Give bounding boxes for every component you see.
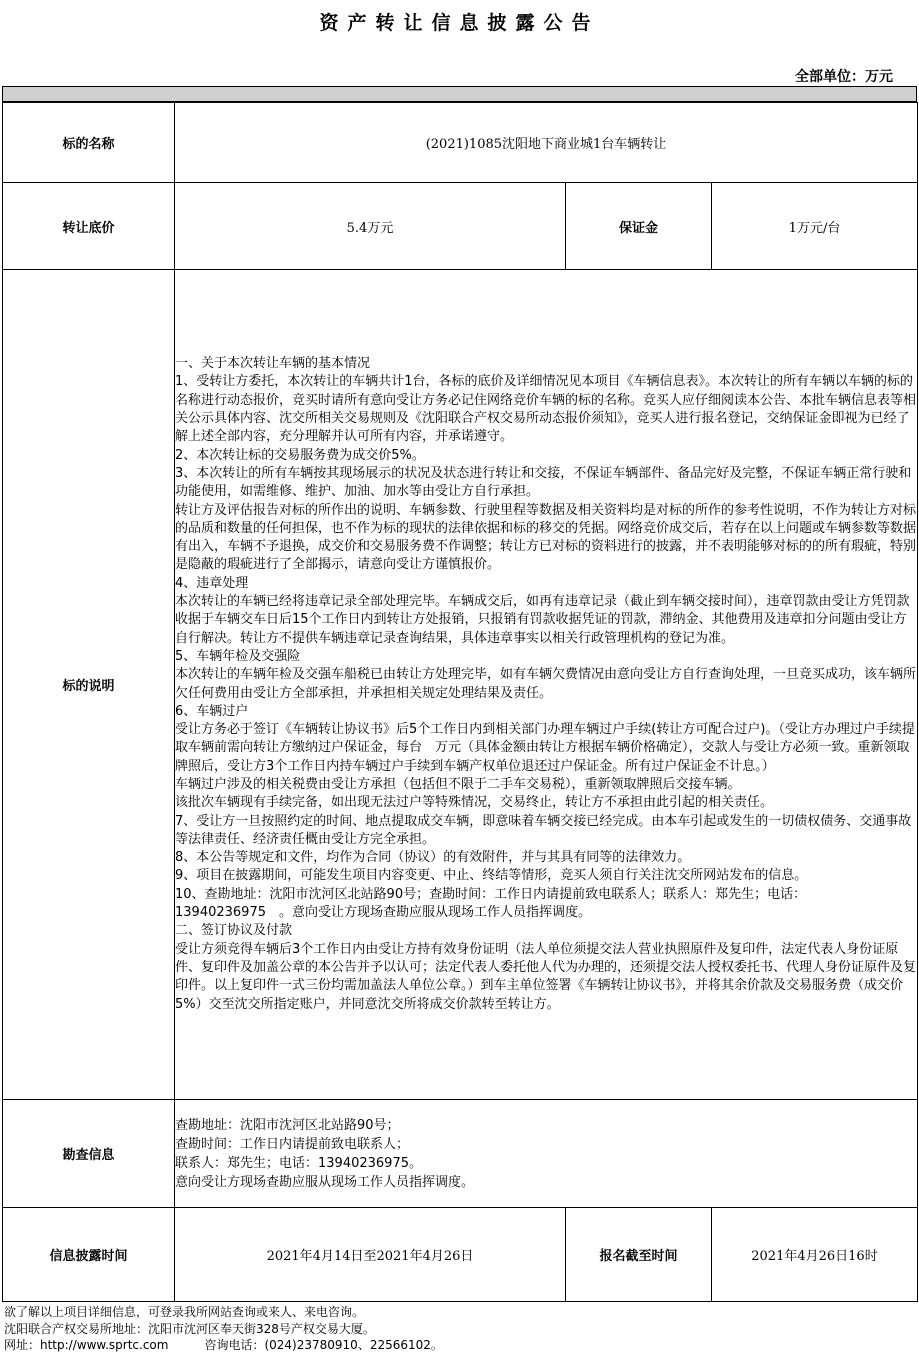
row-subject-name [3, 103, 918, 183]
desc-paragraph: 9、项目在披露期间，可能发生项目内容变更、中止、终结等情形，竞买人须自行关注沈交所网站发布的信息。 [175, 868, 808, 884]
website-link[interactable]: 网址：http://www.sprtc.com [4, 1338, 169, 1352]
inspection-label: 勘查信息 [3, 1100, 175, 1208]
desc-paragraph: 一、关于本次转让车辆的基本情况 [175, 356, 371, 372]
inspection-line: 意向受让方现场查勘应服从现场工作人员指挥调度。 [175, 1174, 475, 1190]
notice-title: 资产转让信息披露公告 [319, 12, 600, 34]
desc-paragraph: 本次转让的车辆年检及交强车船税已由转让方处理完毕，如有车辆欠费情况由意向受让方自行查询处理，一旦竞买成功，该车辆所欠任何费用由受让方全部承担，并承担相关规定处理结果及责任。 [175, 667, 917, 701]
desc-paragraph: 6、车辆过户 [175, 703, 249, 719]
consult-phone: 咨询电话：(024)23780910、22566102。 [204, 1338, 443, 1352]
inspection-content [175, 1100, 918, 1208]
desc-paragraph: 受让方须竞得车辆后3个工作日内由受让方持有效身份证明（法人单位须提交法人营业执照原件及复印件，法定代表人身份证原件、复印件及加盖公章的本公告并予以认可；法定代表人委托他人代为办理的，还须提交法人授权委托书、代理人身份证原件及复印件。以上复印件一式三份均需加盖法人单位公章。）到车主单位签署《车辆转让协议书》，并将其余价款及交易服务费（成交价5%）交至沈交所指定账户，并同意沈交所将成交价款转至转让方。 [175, 941, 917, 1012]
table-header-bar [2, 86, 917, 102]
footer-contact [4, 1337, 443, 1354]
desc-paragraph: 8、本公告等规定和文件，均作为合同（协议）的有效附件，并与其具有同等的法律效力。 [175, 850, 691, 866]
desc-paragraph: 车辆过户涉及的相关税费由受让方承担（包括但不限于二手车交易税），重新领取牌照后交接车辆。 [175, 776, 741, 792]
deposit-value: 1万元/台 [712, 183, 918, 270]
registration-deadline-value: 2021年4月26日16时 [712, 1208, 918, 1302]
subject-name-label: 标的名称 [3, 103, 175, 183]
reserve-price-value: 5.4万元 [175, 183, 566, 270]
desc-paragraph: 10、查勘地址：沈阳市沈河区北站路90号；查勘时间：工作日内请提前致电联系人；联系人：郑先生；电话： 13940236975 。意向受让方现场查勘应服从现场工作人员指挥调度。 [175, 886, 813, 921]
notice-table [2, 102, 918, 1302]
desc-paragraph: 5、车辆年检及交强险 [175, 648, 301, 664]
deposit-label: 保证金 [566, 183, 712, 270]
desc-paragraph: 7、受让方一旦按照约定的时间、地点提取成交车辆，即意味着车辆交接已经完成。由本车引起或发生的一切债权债务、交通事故等法律责任、经济责任概由受让方完全承担。 [175, 813, 912, 847]
disclosure-time-label: 信息披露时间 [3, 1208, 175, 1302]
desc-paragraph: 2、本次转让标的交易服务费为成交价5%。 [175, 447, 425, 463]
row-description [3, 270, 918, 1100]
desc-paragraph: 转让方及评估报告对标的所作出的说明、车辆参数、行驶里程等数据及相关资料均是对标的所作的参考性说明，不作为转让方对标的品质和数量的任何担保，也不作为标的现状的法律依据和标的移交的凭据。网络竞价成交后，若存在以上问题或车辆参数等数据有出入，车辆不予退换，成交价和交易服务费不作调整；转让方已对标的资料进行的披露，并不表明能够对标的的所有瑕疵，特别是隐蔽的瑕疵进行了全部揭示，请意向受让方谨慎报价。 [175, 502, 917, 573]
reserve-price-label: 转让底价 [3, 183, 175, 270]
desc-paragraph: 4、违章处理 [175, 575, 249, 591]
unit-note: 全部单位：万元 [795, 69, 893, 85]
description-content [175, 270, 918, 1100]
footer [4, 1304, 443, 1354]
row-dates [3, 1208, 918, 1302]
desc-paragraph: 受让方务必于签订《车辆转让协议书》后5个工作日内到相关部门办理车辆过户手续(转让方可配合过户)。（受让方办理过户手续提取车辆前需向转让方缴纳过户保证金，每台 万元（具体金额由转让方根据车辆价格确定），交款人与受让方必须一致。重新领取牌照后，受让方3个工作日内持车辆过户手续到车辆产权单位退还过户保证金。所有过户保证金不计息。） [175, 722, 915, 774]
inspection-line: 查勘时间：工作日内请提前致电联系人； [175, 1136, 410, 1152]
registration-deadline-label: 报名截至时间 [566, 1208, 712, 1302]
footer-inquiry: 欲了解以上项目详细信息，可登录我所网站查询或来人、来电咨询。 [4, 1305, 365, 1319]
desc-paragraph: 二、签订协议及付款 [175, 923, 293, 939]
desc-paragraph: 本次转让的车辆已经将违章记录全部处理完毕。车辆成交后，如再有违章记录（截止到车辆交接时间），违章罚款由受让方凭罚款收据于车辆交车日后15个工作日内到转让方处报销，只报销有罚款收据凭证的罚款，滞纳金、其他费用及违章扣分问题由受让方自行解决。转让方不提供车辆违章记录查询结果，具体违章事实以相关行政管理机构的登记为准。 [175, 594, 910, 646]
desc-paragraph: 该批次车辆现有手续完备，如出现无法过户等特殊情况，交易终止，转让方不承担由此引起的相关责任。 [175, 795, 774, 811]
subject-name-value: (2021)1085沈阳地下商业城1台车辆转让 [175, 103, 918, 183]
desc-paragraph: 3、本次转让的所有车辆按其现场展示的状况及状态进行转让和交接，不保证车辆部件、备品完好及完整，不保证车辆正常行驶和功能使用，如需维修、维护、加油、加水等由受让方自行承担。 [175, 465, 912, 500]
desc-paragraph: 1、受转让方委托，本次转让的车辆共计1台，各标的底价及详细情况见本项目《车辆信息表》。本次转让的所有车辆以车辆的标的名称进行动态报价，竞买时请所有意向受让方务必记住网络竞价车辆的标的名称。竞买人应仔细阅读本公告、本批车辆信息表等相关公示具体内容、沈交所相关交易规则及《沈阳联合产权交易所动态报价须知》，竞买人进行报名登记，交纳保证金即视为已经了解上述全部内容，充分理解并认可所有内容，并承诺遵守。 [175, 374, 917, 445]
inspection-line: 联系人：郑先生；电话：13940236975。 [175, 1155, 422, 1171]
row-inspection [3, 1100, 918, 1208]
row-price [3, 183, 918, 270]
inspection-line: 查勘地址：沈阳市沈河区北站路90号； [175, 1117, 400, 1133]
description-label: 标的说明 [3, 270, 175, 1100]
footer-address: 沈阳联合产权交易所地址：沈阳市沈河区奉天街328号产权交易大厦。 [4, 1321, 375, 1336]
disclosure-time-value: 2021年4月14日至2021年4月26日 [175, 1208, 566, 1302]
